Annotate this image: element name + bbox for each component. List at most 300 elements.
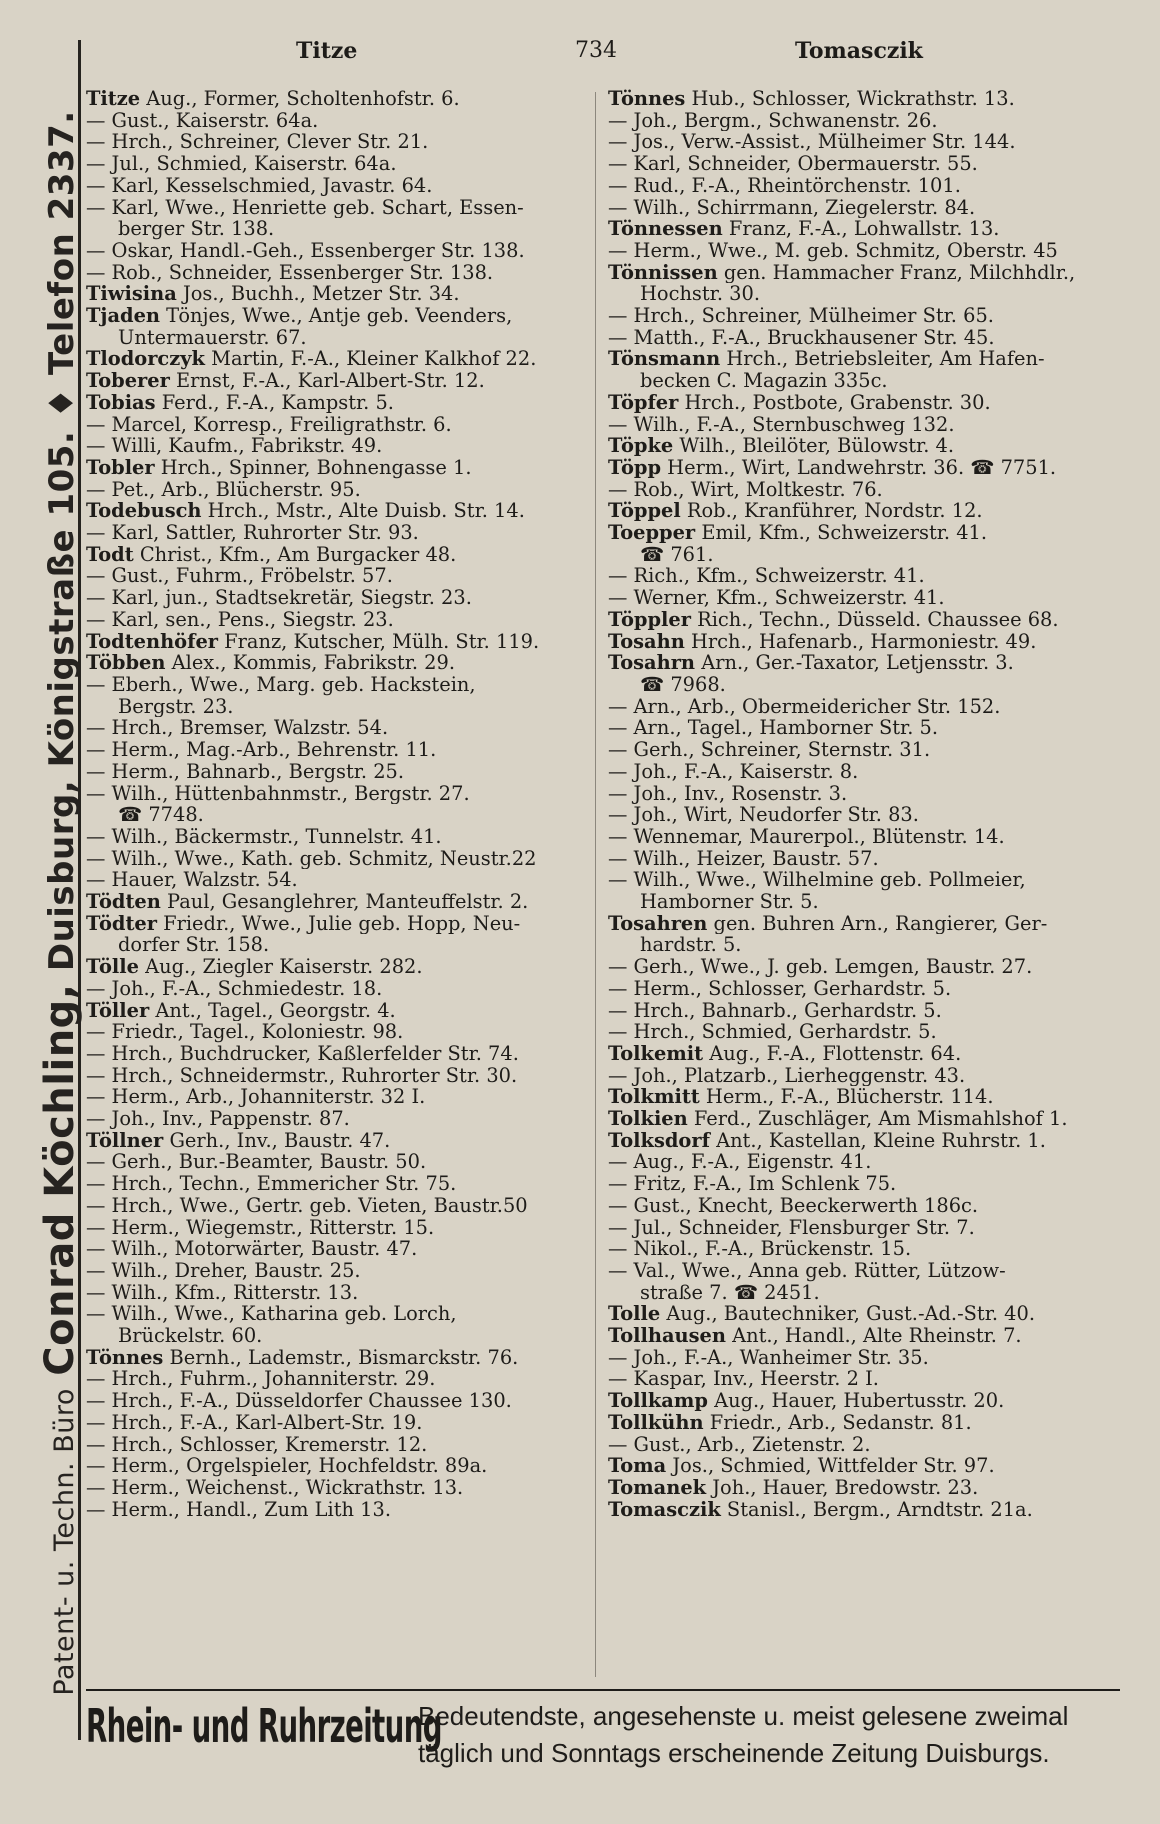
entry-details: Rich., Techn., Düsseld. Chaussee 68.: [690, 608, 1059, 631]
directory-line: [86, 457, 591, 479]
entry-details: — Marcel, Korresp., Freiligrathstr. 6.: [86, 413, 452, 436]
entry-details: — Karl, sen., Pens., Siegstr. 23.: [86, 608, 394, 631]
directory-line: [86, 631, 591, 653]
directory-line: [608, 1477, 1118, 1499]
entry-details: — Herm., Schlosser, Gerhardstr. 5.: [608, 977, 952, 1000]
entry-details: Franz, F.-A., Lohwallstr. 13.: [722, 218, 1000, 240]
directory-line: [608, 739, 1118, 761]
entry-details: — Herm., Handl., Zum Lith 13.: [86, 1498, 392, 1521]
directory-line: [86, 739, 591, 761]
directory-line: [86, 1021, 591, 1043]
entry-details: Aug., Former, Scholtenhofstr. 6.: [140, 88, 460, 110]
entry-details: Paul, Gesanglehrer, Manteuffelstr. 2.: [160, 891, 529, 913]
directory-line: [608, 1434, 1118, 1456]
directory-line: [86, 761, 591, 783]
entry-details: — Wilh., Dreher, Baustr. 25.: [86, 1259, 361, 1282]
directory-line: [86, 153, 591, 175]
directory-line: [608, 392, 1118, 414]
entry-details: — Wilh., Motorwärter, Baustr. 47.: [86, 1238, 418, 1260]
newspaper-brand: Rhein- und Ruhrzeitung: [86, 1699, 442, 1753]
entry-details: Aug., Bautechniker, Gust.-Ad.-Str. 40.: [660, 1303, 1036, 1326]
entry-details: — Joh., Wirt, Neudorfer Str. 83.: [608, 804, 919, 826]
directory-line: [86, 327, 591, 349]
entry-details: — Gust., Kaiserstr. 64a.: [86, 109, 319, 132]
entry-details: — Gust., Knecht, Beeckerwerth 186c.: [608, 1194, 979, 1217]
entry-details: — Wilh., Kfm., Ritterstr. 13.: [86, 1281, 359, 1304]
entry-continuation: becken C. Magazin 335c.: [640, 370, 888, 392]
entry-details: — Willi, Kaufm., Fabrikstr. 49.: [86, 435, 383, 457]
entry-surname: Tönnessen: [608, 218, 723, 240]
directory-line: [86, 1108, 591, 1130]
entry-details: — Arn., Arb., Obermeidericher Str. 152.: [608, 695, 1001, 718]
entry-details: Ant., Kastellan, Kleine Ruhrstr. 1.: [709, 1129, 1046, 1152]
directory-line: [86, 1412, 591, 1434]
directory-line: [86, 1477, 591, 1499]
entry-continuation: Hamborner Str. 5.: [640, 891, 819, 913]
entry-details: — Arn., Tagel., Hamborner Str. 5.: [608, 717, 939, 740]
directory-line: [608, 414, 1118, 436]
entry-details: — Werner, Kfm., Schweizerstr. 41.: [608, 587, 945, 609]
entry-details: — Gust., Fuhrm., Fröbelstr. 57.: [86, 565, 393, 588]
directory-line: [86, 696, 591, 718]
entry-surname: Tollkamp: [608, 1390, 708, 1412]
directory-line: [86, 348, 591, 370]
directory-line: [608, 783, 1118, 805]
entry-continuation: hardstr. 5.: [640, 934, 742, 957]
directory-line: [608, 696, 1118, 718]
entry-details: Aug., Ziegler Kaiserstr. 282.: [138, 956, 423, 978]
entry-details: — Wilh., Wwe., Wilhelmine geb. Pollmeier,: [608, 869, 1026, 892]
entry-details: Wilh., Bleilöter, Bülowstr. 4.: [673, 435, 955, 457]
directory-line: [608, 131, 1118, 153]
entry-surname: Todtenhöfer: [86, 630, 219, 653]
directory-line: [86, 1195, 591, 1217]
entry-details: Stanisl., Bergm., Arndtstr. 21a.: [720, 1498, 1033, 1521]
directory-line: [608, 1108, 1118, 1130]
entry-details: Gerh., Inv., Baustr. 47.: [163, 1129, 391, 1152]
entry-surname: Tolle: [608, 1303, 661, 1326]
entry-details: Arn., Ger.-Taxator, Letjensstr. 3.: [695, 652, 1014, 674]
entry-details: — Gerh., Wwe., J. geb. Lemgen, Baustr. 27.: [608, 956, 1033, 978]
directory-line: [608, 804, 1118, 826]
directory-line: [86, 305, 591, 327]
entry-surname: Tobler: [86, 456, 155, 479]
header-last-entry: Tomasczik: [795, 38, 923, 64]
entry-surname: Töppler: [608, 608, 691, 631]
left-column: [86, 88, 591, 1520]
directory-line: [608, 435, 1118, 457]
directory-line: [86, 826, 591, 848]
entry-surname: Tölle: [86, 956, 139, 978]
entry-details: — Jul., Schmied, Kaiserstr. 64a.: [86, 153, 397, 175]
directory-line: [608, 1347, 1118, 1369]
directory-line: [86, 978, 591, 1000]
directory-line: [608, 848, 1118, 870]
entry-details: — Hrch., F.-A., Düsseldorfer Chaussee 130.: [86, 1390, 512, 1412]
directory-line: [86, 1173, 591, 1195]
entry-details: — Hrch., Bremser, Walzstr. 54.: [86, 717, 389, 740]
directory-line: [608, 1021, 1118, 1043]
directory-line: [86, 609, 591, 631]
directory-line: [86, 804, 591, 826]
entry-surname: Toberer: [86, 370, 170, 392]
entry-surname: Tomanek: [608, 1477, 707, 1499]
entry-details: — Friedr., Tagel., Koloniestr. 98.: [86, 1021, 404, 1043]
directory-line: [86, 131, 591, 153]
directory-line: [86, 262, 591, 284]
entry-details: Ant., Handl., Alte Rheinstr. 7.: [725, 1325, 1022, 1347]
directory-line: [608, 370, 1118, 392]
entry-details: — Gust., Arb., Zietenstr. 2.: [608, 1433, 871, 1456]
directory-line: [86, 783, 591, 805]
entry-surname: Titze: [86, 88, 141, 110]
entry-surname: Töller: [86, 999, 150, 1022]
entry-details: — Hrch., F.-A., Karl-Albert-Str. 19.: [86, 1411, 423, 1434]
entry-details: — Herm., Wiegemstr., Ritterstr. 15.: [86, 1216, 435, 1239]
entry-details: Jos., Buchh., Metzer Str. 34.: [176, 283, 460, 306]
directory-line: [608, 1325, 1118, 1347]
directory-line: [86, 1043, 591, 1065]
directory-line: [608, 1499, 1118, 1521]
directory-line: [86, 1086, 591, 1108]
entry-details: Friedr., Arb., Sedanstr. 81.: [703, 1411, 972, 1434]
directory-line: [608, 674, 1118, 696]
entry-surname: Toepper: [608, 522, 696, 544]
entry-continuation: ☎ 7968.: [640, 673, 726, 696]
entry-details: — Rich., Kfm., Schweizerstr. 41.: [608, 565, 925, 588]
entry-details: — Rud., F.-A., Rheintörchenstr. 101.: [608, 174, 961, 197]
entry-details: gen. Hammacher Franz, Milchhdlr.,: [717, 261, 1076, 284]
directory-line: [608, 1303, 1118, 1325]
entry-details: Ant., Tagel., Georgstr. 4.: [149, 999, 396, 1022]
entry-details: — Karl, Sattler, Ruhrorter Str. 93.: [86, 522, 419, 544]
directory-line: [608, 197, 1118, 219]
directory-line: [86, 717, 591, 739]
entry-details: — Hrch., Schreiner, Clever Str. 21.: [86, 131, 429, 154]
entry-surname: Tollhausen: [608, 1325, 726, 1347]
entry-details: — Hrch., Schreiner, Mülheimer Str. 65.: [608, 305, 994, 327]
directory-line: [608, 1455, 1118, 1477]
entry-details: — Herm., Orgelspieler, Hochfeldstr. 89a.: [86, 1455, 488, 1477]
directory-line: [86, 934, 591, 956]
entry-surname: Toma: [608, 1455, 667, 1477]
directory-line: [86, 88, 591, 110]
entry-details: gen. Buhren Arn., Rangierer, Ger-: [707, 912, 1048, 935]
right-column: [608, 88, 1118, 1520]
entry-continuation: ☎ 761.: [640, 543, 714, 566]
directory-line: [86, 500, 591, 522]
entry-details: — Wilh., Bäckermstr., Tunnelstr. 41.: [86, 825, 442, 848]
directory-line: [86, 1282, 591, 1304]
entry-details: — Wilh., Heizer, Baustr. 57.: [608, 847, 879, 870]
entry-details: — Joh., Inv., Pappenstr. 87.: [86, 1108, 350, 1130]
directory-line: [608, 1238, 1118, 1260]
entry-surname: Tönnes: [608, 88, 686, 110]
directory-line: [608, 327, 1118, 349]
entry-details: — Gerh., Bur.-Beamter, Baustr. 50.: [86, 1151, 427, 1174]
directory-line: [86, 913, 591, 935]
header-first-entry: Titze: [296, 38, 358, 64]
directory-line: [86, 1499, 591, 1521]
directory-line: [86, 110, 591, 132]
entry-surname: Todebusch: [86, 500, 202, 523]
entry-details: — Hrch., Buchdrucker, Kaßlerfelder Str. 74.: [86, 1042, 519, 1065]
directory-line: [608, 500, 1118, 522]
entry-details: Alex., Kommis, Fabrikstr. 29.: [165, 652, 455, 674]
entry-continuation: berger Str. 138.: [118, 218, 275, 240]
directory-line: [86, 370, 591, 392]
entry-details: — Joh., F.-A., Kaiserstr. 8.: [608, 760, 859, 783]
entry-continuation: Bergstr. 23.: [118, 695, 234, 718]
directory-line: [608, 1412, 1118, 1434]
entry-details: Franz, Kutscher, Mülh. Str. 119.: [218, 630, 540, 653]
entry-details: — Wilh., Wwe., Katharina geb. Lorch,: [86, 1303, 457, 1326]
entry-details: Martin, F.-A., Kleiner Kalkhof 22.: [204, 348, 537, 371]
entry-continuation: Brückelstr. 60.: [118, 1325, 263, 1347]
entry-continuation: ☎ 7748.: [118, 804, 204, 826]
directory-line: [86, 283, 591, 305]
directory-line: [608, 565, 1118, 587]
directory-line: [86, 1000, 591, 1022]
entry-surname: Töpke: [608, 435, 674, 457]
entry-surname: Tosahrn: [608, 652, 696, 674]
entry-details: Christ., Kfm., Am Burgacker 48.: [133, 543, 457, 566]
entry-details: — Herm., Arb., Johanniterstr. 32 I.: [86, 1086, 426, 1109]
directory-line: [608, 240, 1118, 262]
directory-line: [608, 1151, 1118, 1173]
entry-details: Hrch., Spinner, Bohnengasse 1.: [154, 456, 472, 479]
directory-line: [608, 175, 1118, 197]
side-ad-part2: Conrad Köchling,: [37, 983, 83, 1376]
entry-details: — Kaspar, Inv., Heerstr. 2 I.: [608, 1368, 879, 1391]
directory-line: [608, 631, 1118, 653]
entry-surname: Tolkmitt: [608, 1086, 700, 1109]
directory-line: [608, 153, 1118, 175]
directory-line: [608, 587, 1118, 609]
entry-details: Hrch., Postbote, Grabenstr. 30.: [678, 391, 991, 414]
entry-details: — Joh., Inv., Rosenstr. 3.: [608, 782, 848, 805]
directory-line: [608, 1368, 1118, 1390]
entry-surname: Tolkien: [608, 1108, 688, 1130]
entry-details: Hrch., Hafenarb., Harmoniestr. 49.: [684, 630, 1037, 653]
directory-line: [86, 1368, 591, 1390]
entry-details: — Joh., Bergm., Schwanenstr. 26.: [608, 109, 938, 132]
directory-line: [86, 869, 591, 891]
entry-details: — Wilh., Schirrmann, Ziegelerstr. 84.: [608, 196, 976, 219]
entry-details: — Hrch., Schmied, Gerhardstr. 5.: [608, 1021, 937, 1043]
entry-details: — Joh., F.-A., Schmiedestr. 18.: [86, 977, 383, 1000]
entry-surname: Tödter: [86, 912, 157, 935]
footer-advertisement: [86, 1689, 1120, 1783]
directory-line: [608, 1086, 1118, 1108]
directory-line: [608, 1390, 1118, 1412]
entry-surname: Töpp: [608, 456, 662, 479]
directory-line: [608, 262, 1118, 284]
entry-details: Hrch., Betriebsleiter, Am Hafen-: [720, 348, 1045, 371]
entry-details: Bernh., Lademstr., Bismarckstr. 76.: [163, 1346, 519, 1369]
entry-details: — Wilh., F.-A., Sternbuschweg 132.: [608, 413, 955, 436]
directory-line: [608, 934, 1118, 956]
entry-details: — Hrch., Bahnarb., Gerhardstr. 5.: [608, 999, 942, 1022]
directory-line: [608, 1282, 1118, 1304]
entry-details: — Karl, Kesselschmied, Javastr. 64.: [86, 174, 433, 197]
footer-ad-line2: täglich und Sonntags erscheinende Zeitung Duisburgs.: [418, 1738, 1050, 1768]
entry-details: — Hrch., Schneidermstr., Ruhrorter Str. 30.: [86, 1064, 518, 1087]
directory-line: [86, 522, 591, 544]
entry-surname: Tiwisina: [86, 283, 177, 306]
entry-details: Rob., Kranführer, Nordstr. 12.: [680, 500, 983, 523]
directory-line: [86, 1455, 591, 1477]
entry-details: — Jul., Schneider, Flensburger Str. 7.: [608, 1216, 975, 1239]
directory-line: [608, 1173, 1118, 1195]
directory-line: [608, 1130, 1118, 1152]
entry-details: Joh., Hauer, Bredowstr. 23.: [706, 1477, 979, 1499]
entry-details: Ferd., Zuschläger, Am Mismahlshof 1.: [687, 1108, 1068, 1130]
entry-details: Hub., Schlosser, Wickrathstr. 13.: [685, 88, 1015, 110]
entry-details: — Herm., Wwe., M. geb. Schmitz, Oberstr. 45: [608, 239, 1058, 262]
directory-line: [608, 218, 1118, 240]
entry-details: Hrch., Mstr., Alte Duisb. Str. 14.: [201, 500, 525, 523]
directory-line: [86, 848, 591, 870]
entry-details: — Wilh., Wwe., Kath. geb. Schmitz, Neustr.22: [86, 847, 537, 870]
entry-surname: Tönnes: [86, 1346, 164, 1369]
entry-details: — Karl, Wwe., Henriette geb. Schart, Essen-: [86, 196, 524, 219]
directory-line: [86, 652, 591, 674]
entry-details: — Karl, jun., Stadtsekretär, Siegstr. 23.: [86, 587, 472, 609]
directory-line: [86, 956, 591, 978]
directory-line: [608, 1260, 1118, 1282]
entry-details: — Rob., Schneider, Essenberger Str. 138.: [86, 261, 494, 284]
directory-line: [86, 587, 591, 609]
entry-surname: Többen: [86, 652, 166, 674]
entry-details: — Herm., Bahnarb., Bergstr. 25.: [86, 760, 405, 783]
page-number: 734: [575, 38, 617, 63]
directory-line: [608, 978, 1118, 1000]
directory-line: [86, 1434, 591, 1456]
entry-surname: Töppel: [608, 500, 681, 523]
directory-line: [86, 1390, 591, 1412]
entry-details: — Karl, Schneider, Obermauerstr. 55.: [608, 153, 978, 175]
directory-line: [86, 674, 591, 696]
directory-line: [608, 1217, 1118, 1239]
directory-line: [608, 305, 1118, 327]
entry-details: — Wilh., Hüttenbahnmstr., Bergstr. 27.: [86, 782, 470, 805]
directory-line: [86, 414, 591, 436]
entry-surname: Tosahren: [608, 912, 708, 935]
entry-surname: Tjaden: [86, 305, 161, 327]
directory-line: [86, 1065, 591, 1087]
entry-details: — Aug., F.-A., Eigenstr. 41.: [608, 1151, 872, 1174]
directory-line: [608, 717, 1118, 739]
directory-line: [608, 869, 1118, 891]
directory-line: [608, 457, 1118, 479]
entry-details: — Hrch., Fuhrm., Johanniterstr. 29.: [86, 1368, 436, 1391]
directory-line: [86, 544, 591, 566]
directory-line: [86, 435, 591, 457]
directory-line: [86, 891, 591, 913]
directory-line: [86, 175, 591, 197]
directory-line: [86, 197, 591, 219]
entry-details: — Hauer, Walzstr. 54.: [86, 869, 298, 892]
directory-line: [86, 1217, 591, 1239]
directory-line: [86, 1347, 591, 1369]
entry-details: — Joh., Platzarb., Lierheggenstr. 43.: [608, 1064, 966, 1087]
directory-line: [608, 479, 1118, 501]
directory-line: [608, 1000, 1118, 1022]
entry-continuation: straße 7. ☎ 2451.: [640, 1281, 820, 1304]
entry-details: — Herm., Mag.-Arb., Behrenstr. 11.: [86, 739, 437, 761]
directory-line: [608, 652, 1118, 674]
entry-details: — Pet., Arb., Blücherstr. 95.: [86, 478, 361, 501]
directory-line: [608, 1065, 1118, 1087]
entry-surname: Tolksdorf: [608, 1129, 710, 1152]
entry-surname: Tollkühn: [608, 1411, 704, 1434]
entry-details: Friedr., Wwe., Julie geb. Hopp, Neu-: [156, 912, 521, 935]
side-ad-part3: Duisburg, Königstraße 105. ♦ Telefon 2337.: [42, 109, 82, 971]
directory-line: [608, 348, 1118, 370]
directory-line: [608, 913, 1118, 935]
directory-line: [608, 956, 1118, 978]
entry-details: Emil, Kfm., Schweizerstr. 41.: [695, 522, 988, 544]
entry-details: — Fritz, F.-A., Im Schlenk 75.: [608, 1173, 897, 1195]
directory-line: [86, 218, 591, 240]
entry-details: Herm., F.-A., Blücherstr. 114.: [699, 1086, 994, 1109]
directory-line: [86, 565, 591, 587]
entry-details: — Val., Wwe., Anna geb. Rütter, Lützow-: [608, 1259, 1006, 1282]
entry-continuation: Hochstr. 30.: [640, 283, 760, 306]
directory-line: [86, 1238, 591, 1260]
entry-continuation: Untermauerstr. 67.: [118, 326, 307, 349]
entry-details: Jos., Schmied, Wittfelder Str. 97.: [666, 1455, 995, 1477]
entry-surname: Tolkemit: [608, 1042, 704, 1065]
entry-details: Ernst, F.-A., Karl-Albert-Str. 12.: [169, 370, 485, 392]
entry-surname: Tönsmann: [608, 348, 721, 371]
directory-line: [608, 1195, 1118, 1217]
entry-details: — Jos., Verw.-Assist., Mülheimer Str. 144.: [608, 131, 1016, 154]
directory-line: [608, 544, 1118, 566]
directory-line: [608, 88, 1118, 110]
entry-details: — Hrch., Schlosser, Kremerstr. 12.: [86, 1433, 428, 1456]
entry-surname: Tödten: [86, 891, 161, 913]
entry-details: Aug., F.-A., Flottenstr. 64.: [703, 1042, 962, 1065]
entry-details: — Wennemar, Maurerpol., Blütenstr. 14.: [608, 825, 1005, 848]
directory-line: [86, 1130, 591, 1152]
entry-surname: Tlodorczyk: [86, 348, 205, 371]
entry-details: — Herm., Weichenst., Wickrathstr. 13.: [86, 1477, 464, 1499]
entry-details: — Joh., F.-A., Wanheimer Str. 35.: [608, 1346, 929, 1369]
entry-details: — Rob., Wirt, Moltkestr. 76.: [608, 478, 883, 501]
directory-line: [86, 479, 591, 501]
entry-details: — Eberh., Wwe., Marg. geb. Hackstein,: [86, 673, 476, 696]
entry-details: — Hrch., Techn., Emmericher Str. 75.: [86, 1173, 457, 1195]
entry-surname: Tomasczik: [608, 1498, 721, 1521]
entry-surname: Todt: [86, 543, 134, 566]
directory-line: [608, 110, 1118, 132]
entry-details: Herm., Wirt, Landwehrstr. 36. ☎ 7751.: [661, 456, 1057, 479]
directory-line: [86, 1325, 591, 1347]
directory-line: [608, 1043, 1118, 1065]
directory-line: [608, 609, 1118, 631]
directory-line: [608, 522, 1118, 544]
directory-line: [608, 891, 1118, 913]
directory-line: [608, 761, 1118, 783]
directory-line: [86, 1260, 591, 1282]
entry-details: Tönjes, Wwe., Antje geb. Veenders,: [160, 305, 513, 327]
entry-details: — Matth., F.-A., Bruckhausener Str. 45.: [608, 326, 995, 349]
entry-surname: Tönnissen: [608, 261, 718, 284]
entry-surname: Tobias: [86, 391, 156, 414]
entry-details: Ferd., F.-A., Kampstr. 5.: [155, 391, 394, 414]
